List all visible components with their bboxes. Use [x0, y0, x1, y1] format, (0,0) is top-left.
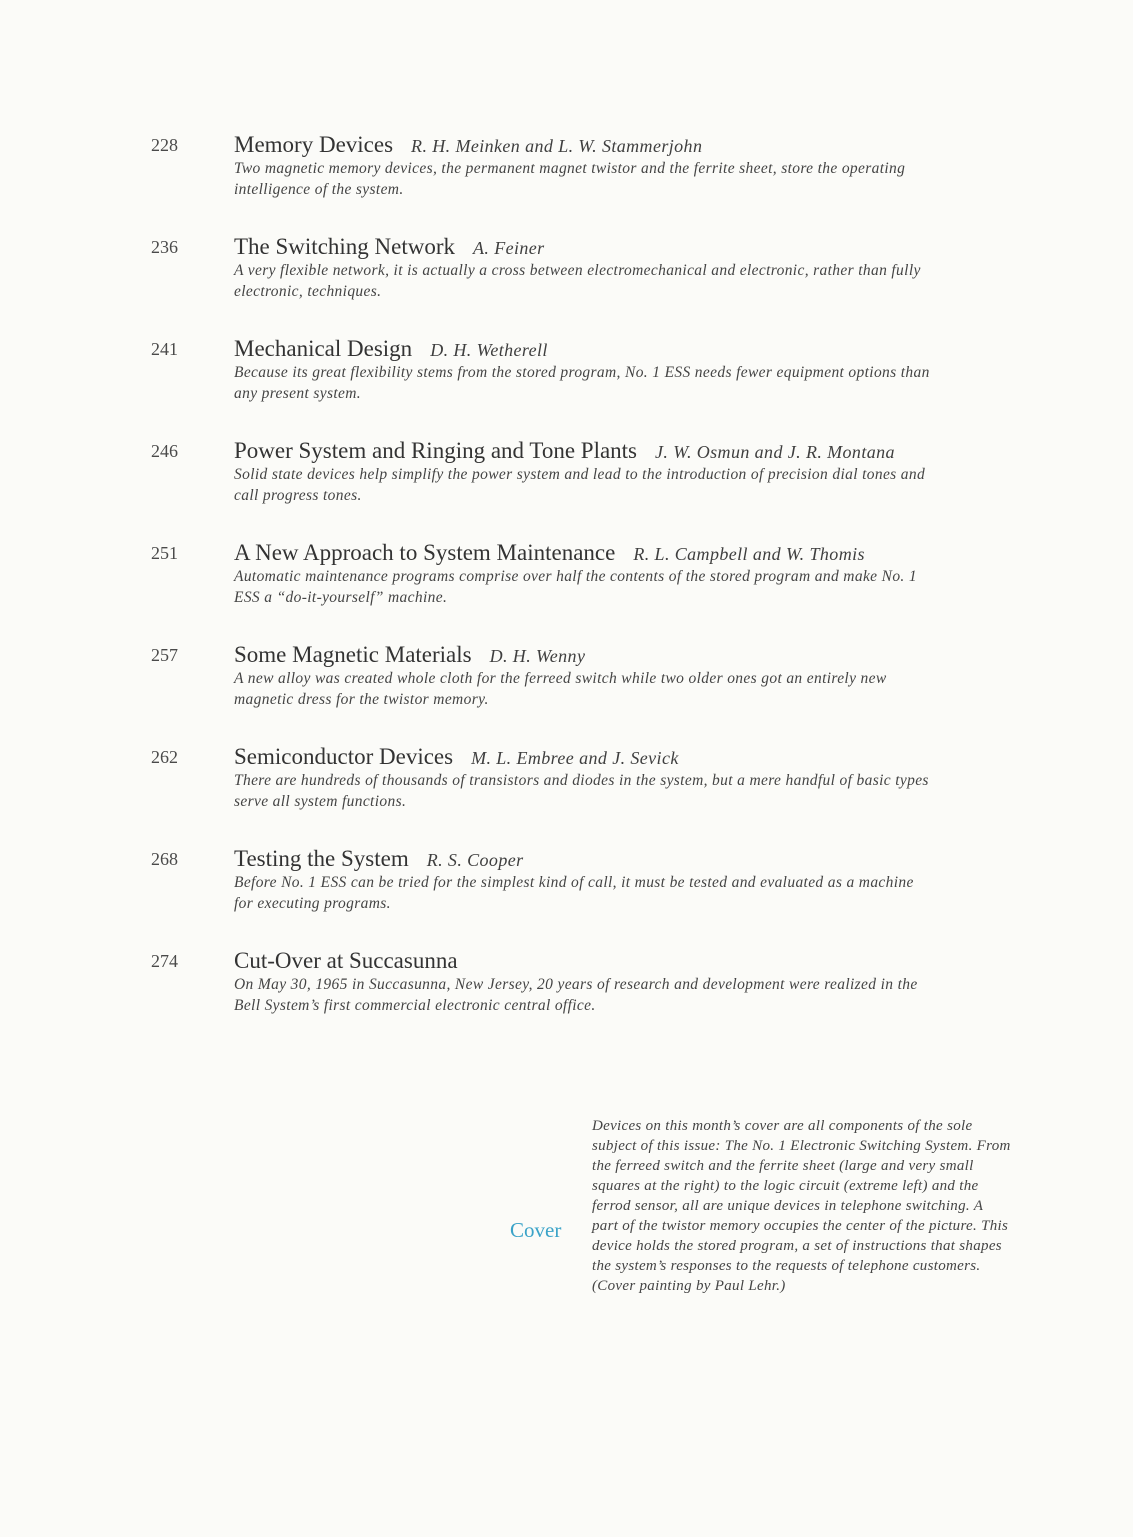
toc-entry-power-system [0, 440, 1133, 540]
article-summary: There are hundreds of thousands of transistors and diodes in the system, but a mere handful of basic types serve all system functions. [234, 772, 929, 810]
article-authors: R. S. Cooper [426, 850, 524, 870]
toc-entry-mechanical-design [0, 338, 1133, 438]
article-title: Mechanical Design [234, 336, 413, 361]
article-title: Semiconductor Devices [234, 744, 454, 769]
article-authors: D. H. Wetherell [430, 340, 548, 360]
page-number: 241 [151, 339, 178, 359]
page-number: 262 [151, 747, 178, 767]
article-title: The Switching Network [234, 234, 456, 259]
article-authors: R. L. Campbell and W. Thomis [633, 544, 865, 564]
toc-entry-testing-system [0, 848, 1133, 948]
toc-entry-semiconductor-devices [0, 746, 1133, 846]
article-title: Power System and Ringing and Tone Plants [234, 438, 638, 463]
article-authors: M. L. Embree and J. Sevick [471, 748, 679, 768]
article-title: Memory Devices [234, 132, 394, 157]
page-number: 251 [151, 543, 178, 563]
article-authors: J. W. Osmun and J. R. Montana [655, 442, 895, 462]
page-number: 268 [151, 849, 178, 869]
toc-entry-magnetic-materials [0, 644, 1133, 744]
page-number: 246 [151, 441, 178, 461]
article-title: A New Approach to System Maintenance [234, 540, 616, 565]
page-number: 257 [151, 645, 178, 665]
article-summary: Before No. 1 ESS can be tried for the simplest kind of call, it must be tested and evaluated as a machine for executing programs. [234, 874, 914, 912]
toc-entry-cut-over [0, 950, 1133, 1050]
article-summary: A very flexible network, it is actually a cross between electromechanical and electronic, rather than fully electronic, techniques. [234, 262, 921, 300]
article-summary: On May 30, 1965 in Succasunna, New Jersey, 20 years of research and development were realized in the Bell System’s first commercial electronic central office. [234, 976, 918, 1014]
article-summary: A new alloy was created whole cloth for the ferreed switch while two older ones got an entirely new magnetic dress for the twistor memory. [234, 670, 887, 708]
article-title: Cut-Over at Succasunna [234, 948, 458, 973]
article-authors: D. H. Wenny [489, 646, 586, 666]
article-authors: A. Feiner [473, 238, 545, 258]
article-summary: Solid state devices help simplify the power system and lead to the introduction of precision dial tones and call progress tones. [234, 466, 926, 504]
toc-entry-memory-devices [0, 134, 1133, 234]
page-number: 274 [151, 951, 178, 971]
toc-entry-system-maintenance [0, 542, 1133, 642]
cover-label: Cover [510, 1218, 562, 1242]
toc-entry-switching-network [0, 236, 1133, 336]
article-title: Testing the System [234, 846, 409, 871]
cover-description: Devices on this month’s cover are all components of the sole subject of this issue: The No. 1 Electronic Switching System. From the ferreed switch and the ferrite sheet (large and very small squares at the right) to the logic circuit (extreme left) and the ferrod sensor, all are unique devices in telephone switching. A part of the twistor memory occupies the center of the picture. This device holds the stored program, a set of instructions that shapes the system’s responses to the requests of telephone customers. (Cover painting by Paul Lehr.) [592, 1118, 1011, 1294]
article-authors: R. H. Meinken and L. W. Stammerjohn [411, 136, 703, 156]
article-summary: Two magnetic memory devices, the permanent magnet twistor and the ferrite sheet, store the operating intelligence of the system. [234, 160, 906, 198]
article-summary: Automatic maintenance programs comprise over half the contents of the stored program and make No. 1 ESS a “do-it-yourself” machine. [234, 568, 917, 606]
article-summary: Because its great flexibility stems from the stored program, No. 1 ESS needs fewer equipment options than any present system. [234, 364, 930, 402]
page-number: 236 [151, 237, 178, 257]
article-title: Some Magnetic Materials [234, 642, 472, 667]
page-number: 228 [151, 135, 178, 155]
